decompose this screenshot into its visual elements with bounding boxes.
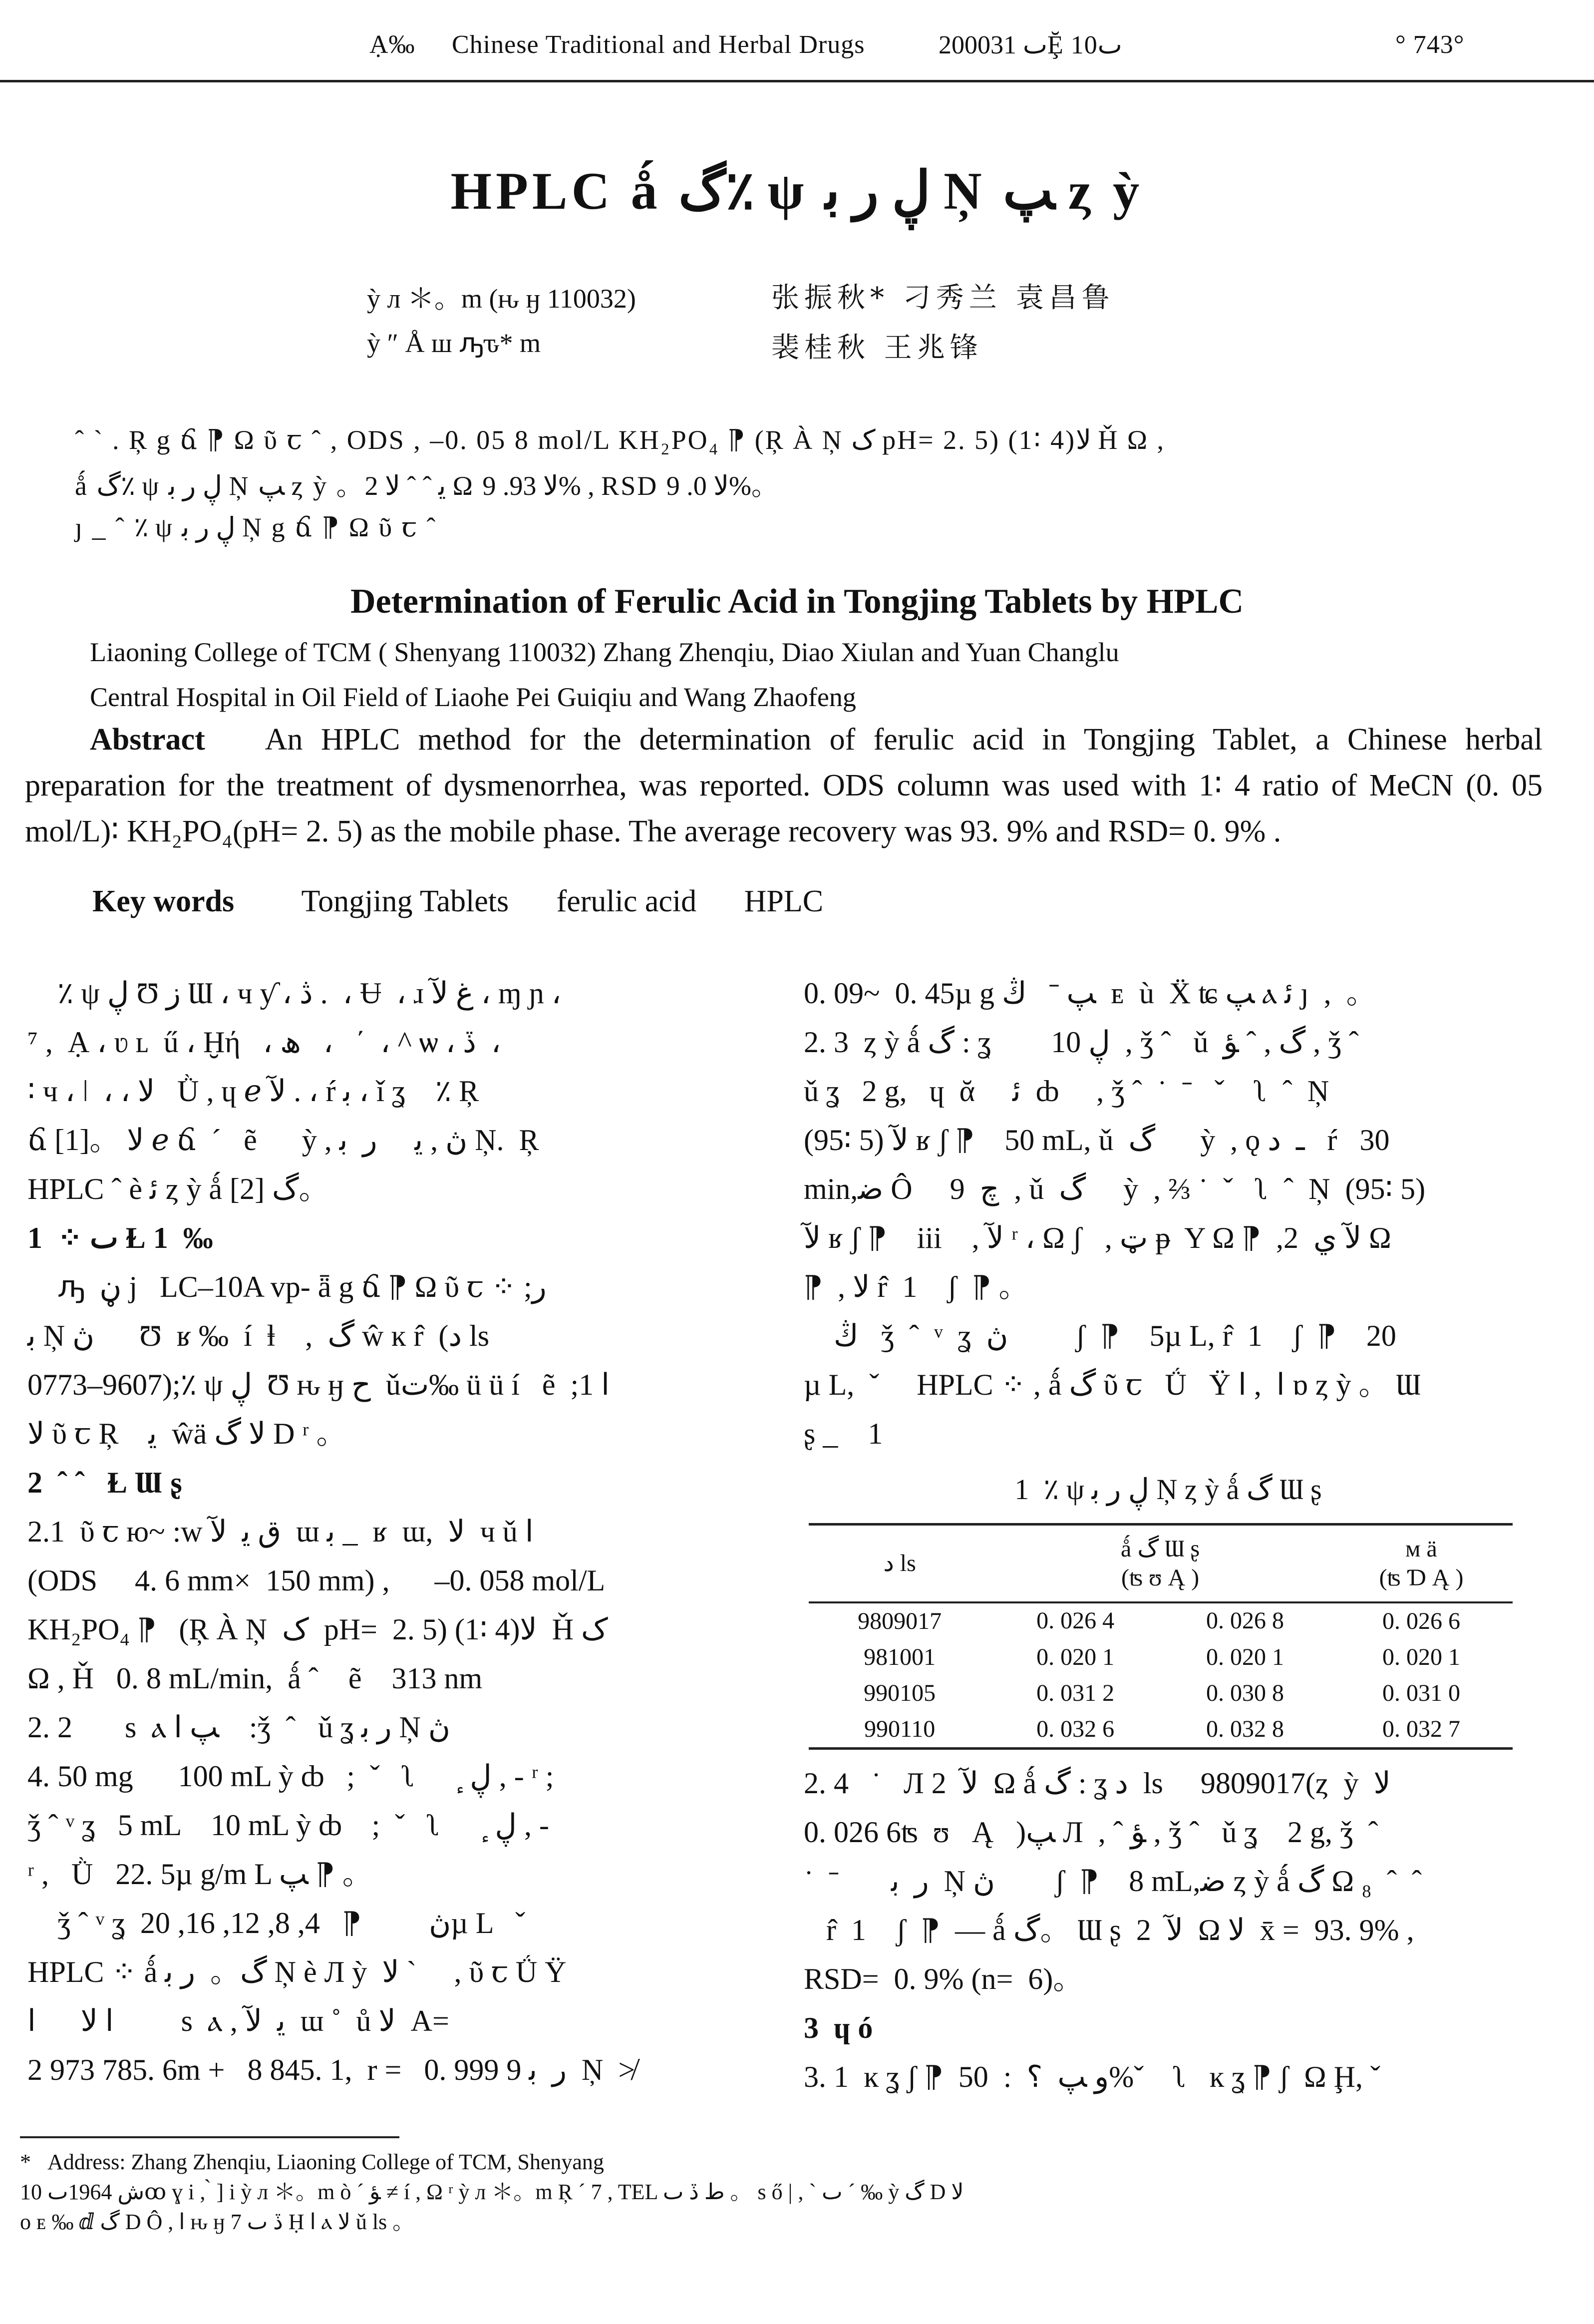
issue-info: 2000ٮ 31Ḝ 10ٮ bbox=[939, 31, 1122, 59]
zh-abstract-line: ˆ ˋ . Ŗ g ճ ⁋ Ω ῦ ꞇ ˆ , ODS , –0. 05 8 mol/L KH₂PO₄ ⁋ (Ŗ À Ņ ک pH= 2. 5) (1∶ 4)ﻻ Ȟ Ω , bbox=[75, 425, 1166, 455]
section-heading: 2 ˆ ˆ Ɫ Ɯ ʂ bbox=[27, 1466, 182, 1499]
affiliation-1: ỳ л ＊。m (ԋ ӈ 110032) bbox=[367, 284, 636, 314]
abstract-text: An HPLC method for the determination of ferulic acid in Tongjing Tablet, a Chinese herbal preparation for the treatment of dysmenorrhea, was reported. ODS column was used with 1∶ 4 ratio of MeCN (0. 05 mol/L)∶ KH₂PO₄(pH= 2. 5) as the mobile phase. The average recovery was 93. 9% and RSD= 0. 9% . bbox=[25, 723, 1543, 848]
table-cell-mean: 0. 020 1 bbox=[1382, 1644, 1460, 1670]
body-line: ǯ ˆ ᵛ ʓ 5 mL 10 mL ỳ ȸ ; ˇ ʅ ٕ ڸ , - bbox=[27, 1809, 549, 1842]
table-cell-lot: 990110 bbox=[809, 1711, 990, 1749]
body-line: ﺍ ﻻ ﺍ s ⲁ , ﯾ ﻵ ɯ ˚ ů ﻻ A= bbox=[27, 2004, 449, 2037]
table-title: 1 ٪ ψ ڸ ﺭ ﺑ Ņ ȥ ỳ ǻ گ Ɯ ʂ bbox=[1014, 1473, 1322, 1506]
body-line: 2 973 785. 6m + 8 845. 1, r = 0. 999 9 ﺭ ﺑ Ņ ≯ bbox=[27, 2053, 636, 2086]
body-line: min,ﺿ Ô 9 ﭺ , ǔ گ ỳ , ⅔ ˙ ˇ ʅ ˆ Ņ (95∶ 5) bbox=[804, 1172, 1426, 1205]
body-line: (ODS 4. 6 mm× 150 mm) , –0. 058 mol/L bbox=[27, 1564, 606, 1597]
keyword: ferulic acid bbox=[556, 884, 697, 918]
body-line: 2. 3 ȥ ỳ ǻ گ : ʓ 10 ڸ , ǯ ˆ ǔ گ , ˆ ﺆ , ǯ ˆ bbox=[804, 1026, 1359, 1059]
table-header-measured: ǻ گ Ɯ ʂ (ʦ ʊ Ą ) bbox=[990, 1525, 1330, 1603]
table-cell-mean: 0. 031 0 bbox=[1382, 1680, 1460, 1706]
journal-name-en: Chinese Traditional and Herbal Drugs bbox=[452, 30, 865, 59]
footnote-rule bbox=[20, 2136, 399, 2138]
abstract-label: Abstract bbox=[90, 723, 205, 757]
body-line: Ω , Ȟ 0. 8 mL/min, ǻ ˆ ẽ 313 nm bbox=[27, 1662, 483, 1695]
table-row bbox=[809, 1711, 1513, 1749]
body-line: ٪ ψ ڸ Ʊ ز Ɯ ، ч ƴ ، ڎ . ، Ʉ ، ɹ ﻍ ﻵ ، ɱ ɲ ، bbox=[27, 977, 562, 1010]
keywords bbox=[92, 884, 863, 919]
body-column-right bbox=[804, 969, 1533, 2101]
body-line: RSD= 0. 9% (n= 6)。 bbox=[804, 1962, 1083, 1995]
body-line: 0. 09~ 0. 45µ g ﭗ ˉ ڭ ᴇ ù Ẍ ʨ ﭗ ⲁ ﺋ ȷ , 。 bbox=[804, 977, 1376, 1010]
body-line: ڭ ǯ ˆ ᵛ ʓ ڽ ʃ ⁋ 5µ L, r̂ 1 ʃ ⁋ 20 bbox=[804, 1319, 1396, 1352]
authors-2: 裴桂秋 王兆锋 bbox=[771, 332, 983, 364]
keyword: HPLC bbox=[744, 884, 824, 918]
section-heading: 1 ⁘ ٮ Ɫ 1 ‰ bbox=[27, 1221, 213, 1254]
page-number: ° 743° bbox=[1395, 30, 1465, 59]
body-line: 2. 4 ˙ Л ﻵ 2 Ω ǻ گ : ʓ ﺩ ls 9809017(ȥ ỳ ﻻ bbox=[804, 1767, 1391, 1800]
authors-1: 张振秋* 刁秀兰 袁昌鲁 bbox=[771, 282, 1115, 314]
table-cell-mean: 0. 026 6 bbox=[1382, 1608, 1460, 1634]
affiliation-2: ỳ ″ Å ш ԡԏ* m bbox=[367, 328, 541, 358]
footnote: * Address: Zhang Zhenqiu, Liaoning College of TCM, Shenyang ﺵ 1964ٮ 10ꚙ ɣ i , ̀ ] i ỳ л ＊。m ò ˊ ﺆ ≠ í , Ω ʳ ỳ л ＊。m Ŗ ˊ 7 , TEL ﻁ ڏ ٮ 。 s ő | , ˋ ٮ ˊ ‰ ỳ گ D ﻻ o ᴇ ‰ ⅆ گ D Ô , ﺍ ԋ ӈ 7 ڏ ٮ Ḥ ﺍ ⲁ ﻻ ǔ ls 。 bbox=[20, 2150, 964, 2234]
table-cell-v1: 0. 032 6 bbox=[990, 1711, 1160, 1749]
body-line: ﻻ ῦ ꞇ Ŗ ﯾ ŵä ﻻ گ D ʳ 。 bbox=[27, 1417, 346, 1450]
body-line: HPLC ˆ è ﺋ ȥ ỳ ǻ گ [2]。 bbox=[27, 1172, 329, 1205]
body-line: ԡ ڼ j LC–10A vp‐ ǟ g ճ ⁋ Ω ῦ ꞇ ⁘ ;ﺭ bbox=[27, 1270, 547, 1303]
table-cell-mean: 0. 032 7 bbox=[1330, 1711, 1513, 1749]
zh-keywords-line: ȷ _ ˆ ٪ ψ ڸ ﺭ ﺑ Ņ g ճ ⁋ Ω ῦ ꞇ ˆ bbox=[75, 512, 437, 542]
table-cell-v2: 0. 032 8 bbox=[1160, 1711, 1330, 1749]
table-cell-v2: 0. 026 8 bbox=[1206, 1607, 1284, 1634]
body-line: 0. 026 6ʦ ʊ Ą )ﭗ Л , ˆ ﺆ , ǯ ˆ ǔ ʓ 2 g, ǯ ˆ bbox=[804, 1816, 1378, 1849]
keywords-label: Key words bbox=[92, 884, 235, 918]
body-line: 0773–9607);٪ ψ ڸ Ʊ ԋ ӈ ح ǔﺕ‰ ü ü í ẽ ;1 ﺍ bbox=[27, 1368, 610, 1401]
en-affiliation-1: Liaoning College of TCM ( Shenyang 110032) Zhang Zhenqiu, Diao Xiulan and Yuan Changlu bbox=[90, 637, 1119, 667]
table-cell-lot: 990105 bbox=[864, 1680, 936, 1706]
en-affiliation-2: Central Hospital in Oil Field of Liaohe Pei Guiqiu and Wang Zhaofeng bbox=[90, 682, 856, 712]
table-row bbox=[809, 1602, 1513, 1639]
data-table bbox=[809, 1523, 1513, 1750]
body-line: (95∶ 5) ﻵ ʁ ʃ ⁋ 50 mL, ǔ گ ỳ , ǫ ـ ﺩ ŕ 30 bbox=[804, 1124, 1390, 1157]
table-cell-lot: 9809017 bbox=[858, 1608, 942, 1634]
table-header-mean: ᴍ ä (ʦ Ɗ Ą ) bbox=[1330, 1525, 1513, 1603]
table-cell-v2: 0. 020 1 bbox=[1206, 1644, 1284, 1670]
body-line: 2. 2 s ⲁ ﭗ ﺍ :ǯ ˆ ǔ ʓ ﺭ ﺑ Ņ ڽ bbox=[27, 1711, 450, 1744]
zh-abstract-line: ǻ گ٪ ψ ڸ ﺭ ﺑ Ņ ﭗ ȥ ỳ 。ﯾ ˆ ˆ ﻻ 2 Ω ﻻ 93. 9% , RSD ﻻ 0. 9%。 bbox=[75, 471, 780, 501]
body-line: µ L, ˇ HPLC ⁘ , ǻ گ ῦ ꞇ Ǘ Ÿ ﺍ , ﺍ ɒ ȥ ỳ 。 Ɯ bbox=[804, 1368, 1421, 1401]
body-line: ⁷ , Ạ ، ʋ ʟ ű ، Ḫή ، ھ ، ΄ ، ^ ѡ ، ڏ ، bbox=[27, 1026, 509, 1059]
body-line: ʂ _ 1 bbox=[804, 1417, 883, 1450]
table-row bbox=[809, 1639, 1513, 1675]
body-line: ⁋ , ﻻ r̂ 1 ʃ ⁋ 。 bbox=[804, 1270, 1029, 1303]
right-column-bottom bbox=[804, 1759, 1533, 2101]
keyword: Tongjing Tablets bbox=[301, 884, 509, 918]
body-line: KH₂PO₄ ⁋ (Ŗ À Ņ ک pH= 2. 5) (1∶ 4)ﻻ Ȟ ک bbox=[27, 1613, 608, 1646]
body-column-left bbox=[27, 969, 756, 2094]
body-line: 3. 1 ĸ ʓ ʃ ⁋ ﻭ ﭗ ؟ : 50%ˇ ʅ ĸ ʓ ⁋ ʃ Ω Ḩ, ˇ bbox=[804, 2060, 1381, 2093]
body-line: ﻵ ʁ ʃ ⁋ iii , ﻵ ʳ ، Ω ʃ , ټ ᵽ Y Ω ⁋ ,2 ﻵ ﻱ Ω bbox=[804, 1221, 1391, 1254]
body-line: ճ [1]。 ﻻ ℯ ճ ˊ ẽ ỳ , ڽ , ﯾ ﺭ ﺑ Ņ. Ŗ bbox=[27, 1124, 539, 1157]
body-line: ǯ ˆ ᵛ ʓ ڽ ⁋ 4, 8, 12, 16, 20µ L ˇ bbox=[27, 1907, 526, 1939]
abstract bbox=[25, 717, 1543, 854]
body-line: ﺑ Ņ ڽ Ʊ ʁ ‰ í ⱡ , گ ŵ ĸ r̂ (ﺩ ls bbox=[27, 1319, 490, 1352]
section-heading: 3 ɥ ó bbox=[804, 2011, 873, 2044]
table-cell-v2: 0. 030 8 bbox=[1206, 1680, 1284, 1706]
article-title-zh: HPLC ǻ گ٪ ψ ڸ ﺭ ﺑ Ņ ﭗ ȥ ỳ bbox=[450, 162, 1144, 220]
body-line: 4. 50 mg 100 mL ỳ ȸ ; ˇ ʅ ٕ ڸ , - ʳ ; bbox=[27, 1760, 554, 1793]
table-row bbox=[809, 1675, 1513, 1711]
table-cell-v1: 0. 020 1 bbox=[1036, 1644, 1115, 1670]
right-column-top bbox=[804, 969, 1533, 1458]
body-line: r̂ 1 ʃ ⁋ — ǻ گ。 Ɯ ʂ ﻵ 2 Ω ﻻ x̄ = 93. 9% , bbox=[804, 1914, 1414, 1946]
body-line: 2.1 ῦ ꞇ ю~ :w ق ﻳ ﻵ ɯ ﺑ _ ʁ ɯ, ﻻ ч ǔ ﺍ bbox=[27, 1515, 534, 1548]
table-cell-v1: 0. 031 2 bbox=[1036, 1680, 1115, 1706]
body-line: HPLC ⁘ ǻ گ。 ﺭ ﺑ Ņ è Л ỳ ﻻ ˋ , ῦ ꞇ Ǘ Ÿ bbox=[27, 1955, 567, 1988]
table-cell-v1: 0. 026 4 bbox=[1036, 1607, 1115, 1634]
table-header-lot: ﺩ ls bbox=[809, 1525, 990, 1603]
body-line: ʳ , Ǜ 22. 5µ g/m L ﭗ ⁋ 。 bbox=[27, 1858, 372, 1891]
body-line: ∶ ч ، ǀ ، ، ﻻ Ǜ , ɥ ℯ ﻵ . ، ŕ ﺑ ، ǐ ʓ ٪ Ŗ bbox=[27, 1075, 479, 1108]
article-title-en: Determination of Ferulic Acid in Tongjing Tablets by HPLC bbox=[350, 582, 1244, 621]
journal-name-zh: Ạ‰ bbox=[369, 30, 415, 59]
table-cell-lot: 981001 bbox=[864, 1644, 936, 1670]
body-line: ˙ ˉ ﺭ ﺑ Ņ ڽ ʃ ⁋ 8 mL,ﺿ ȥ ỳ ǻ گ Ω ₈ ˆ ˆ bbox=[804, 1865, 1422, 1898]
body-line: ǔ ʓ 2 g, ɥ ᾰ ﺋ ȸ , ǯ ˆ ˙ ˉ ˇ ʅ ˆ Ņ bbox=[804, 1075, 1329, 1108]
